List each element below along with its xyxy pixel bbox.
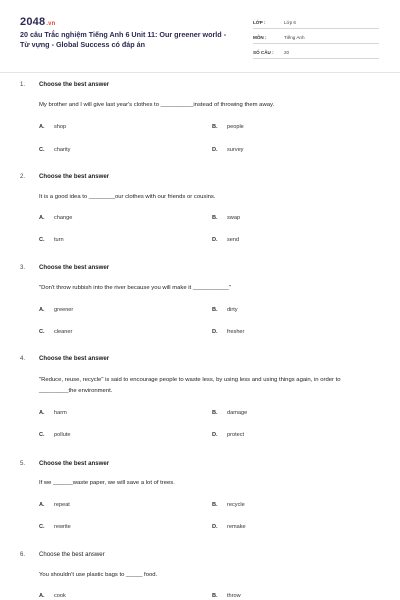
option-text: change bbox=[54, 215, 73, 221]
question-header bbox=[20, 81, 109, 88]
question-text: If we ______waste paper, we will save a lot of trees. bbox=[39, 480, 175, 486]
option-b[interactable] bbox=[212, 502, 245, 508]
option-text: rewrite bbox=[54, 524, 71, 530]
question-title: Choose the best answer bbox=[39, 551, 105, 558]
option-letter: D. bbox=[212, 524, 218, 530]
question-text: "Reduce, reuse, recycle" is said to encourage people to waste less, by using less and using things again, in order to _________the environment. bbox=[39, 377, 341, 394]
question-title: Choose the best answer bbox=[39, 460, 110, 467]
option-a[interactable] bbox=[39, 593, 66, 599]
question-number: 1. bbox=[20, 81, 26, 88]
option-text: dirty bbox=[227, 307, 238, 313]
question-number: 4. bbox=[20, 355, 26, 362]
option-c[interactable] bbox=[39, 329, 72, 335]
option-letter: C. bbox=[39, 237, 45, 243]
meta-value: Tiếng Anh bbox=[284, 34, 305, 40]
option-a[interactable] bbox=[39, 215, 72, 221]
option-letter: A. bbox=[39, 593, 45, 599]
question-title: Choose the best answer bbox=[39, 81, 110, 88]
option-letter: A. bbox=[39, 410, 45, 416]
meta-row-class bbox=[253, 16, 379, 29]
option-text: cleaner bbox=[54, 329, 73, 335]
question-text: It is a good idea to ________our clothes with our friends or cousins. bbox=[39, 194, 216, 200]
option-letter: A. bbox=[39, 307, 45, 313]
logo-suffix: .vn bbox=[46, 21, 56, 27]
option-text: turn bbox=[54, 237, 64, 243]
option-letter: B. bbox=[212, 410, 218, 416]
option-letter: B. bbox=[212, 215, 218, 221]
option-b[interactable] bbox=[212, 593, 241, 599]
option-letter: A. bbox=[39, 215, 45, 221]
option-text: harm bbox=[54, 410, 67, 416]
option-letter: C. bbox=[39, 524, 45, 530]
option-letter: A. bbox=[39, 124, 45, 130]
option-letter: B. bbox=[212, 502, 218, 508]
question-header bbox=[20, 264, 109, 271]
option-text: damage bbox=[227, 410, 248, 416]
option-text: fresher bbox=[227, 329, 245, 335]
question-title: Choose the best answer bbox=[39, 173, 110, 180]
option-text: remake bbox=[227, 524, 246, 530]
question-header bbox=[20, 460, 109, 467]
option-letter: C. bbox=[39, 432, 45, 438]
option-b[interactable] bbox=[212, 410, 247, 416]
option-letter: B. bbox=[212, 124, 218, 130]
option-letter: B. bbox=[212, 307, 218, 313]
option-text: throw bbox=[227, 593, 241, 599]
option-d[interactable] bbox=[212, 329, 244, 335]
meta-value: Lớp 6 bbox=[284, 19, 296, 25]
option-c[interactable] bbox=[39, 432, 70, 438]
question-text: You shouldn't use plastic bags to _____ food. bbox=[39, 572, 158, 578]
option-text: shop bbox=[54, 124, 67, 130]
question-number: 5. bbox=[20, 460, 26, 467]
option-b[interactable] bbox=[212, 307, 238, 313]
option-text: cook bbox=[54, 593, 66, 599]
site-logo[interactable] bbox=[20, 16, 56, 28]
option-text: swap bbox=[227, 215, 241, 221]
meta-row-count bbox=[253, 46, 379, 59]
option-d[interactable] bbox=[212, 432, 244, 438]
question-number: 3. bbox=[20, 264, 26, 271]
meta-label: MÔN : bbox=[253, 34, 267, 40]
option-c[interactable] bbox=[39, 147, 70, 153]
meta-row-subject bbox=[253, 31, 379, 44]
header-divider bbox=[0, 72, 400, 73]
question-title: Choose the best answer bbox=[39, 264, 110, 271]
question-header bbox=[20, 173, 109, 180]
option-b[interactable] bbox=[212, 124, 244, 130]
option-text: greener bbox=[54, 307, 74, 313]
meta-value: 20 bbox=[284, 49, 290, 55]
option-letter: B. bbox=[212, 593, 218, 599]
meta-label: SỐ CÂU : bbox=[253, 49, 274, 55]
option-text: survey bbox=[227, 147, 244, 153]
option-d[interactable] bbox=[212, 147, 243, 153]
option-letter: D. bbox=[212, 237, 218, 243]
option-letter: D. bbox=[212, 147, 218, 153]
option-a[interactable] bbox=[39, 124, 66, 130]
option-text: people bbox=[227, 124, 244, 130]
question-text: My brother and I will give last year's clothes to __________instead of throwing them away. bbox=[39, 102, 275, 108]
document-title: 20 câu Trắc nghiệm Tiếng Anh 6 Unit 11: Our greener world - Từ vựng - Global Success có đáp án bbox=[20, 30, 227, 49]
page-header bbox=[0, 0, 400, 64]
option-c[interactable] bbox=[39, 237, 64, 243]
meta-info bbox=[253, 16, 379, 61]
option-text: repeat bbox=[54, 502, 70, 508]
question-header bbox=[20, 551, 105, 558]
option-d[interactable] bbox=[212, 237, 239, 243]
logo-main: 2048 bbox=[20, 16, 46, 28]
question-header bbox=[20, 355, 109, 362]
option-letter: D. bbox=[212, 329, 218, 335]
option-a[interactable] bbox=[39, 410, 67, 416]
option-letter: C. bbox=[39, 329, 45, 335]
question-number: 2. bbox=[20, 173, 26, 180]
option-d[interactable] bbox=[212, 524, 246, 530]
option-text: send bbox=[227, 237, 240, 243]
option-a[interactable] bbox=[39, 502, 70, 508]
option-text: charity bbox=[54, 147, 71, 153]
question-text: "Don't throw rubbish into the river because you will make it ___________" bbox=[39, 285, 231, 291]
option-text: protect bbox=[227, 432, 245, 438]
option-letter: D. bbox=[212, 432, 218, 438]
option-text: pollute bbox=[54, 432, 71, 438]
question-number: 6. bbox=[20, 551, 26, 558]
option-letter: C. bbox=[39, 147, 45, 153]
option-c[interactable] bbox=[39, 524, 71, 530]
meta-label: LỚP : bbox=[253, 19, 266, 25]
option-b[interactable] bbox=[212, 215, 240, 221]
option-a[interactable] bbox=[39, 307, 73, 313]
option-text: recycle bbox=[227, 502, 245, 508]
question-title: Choose the best answer bbox=[39, 355, 110, 362]
option-letter: A. bbox=[39, 502, 45, 508]
